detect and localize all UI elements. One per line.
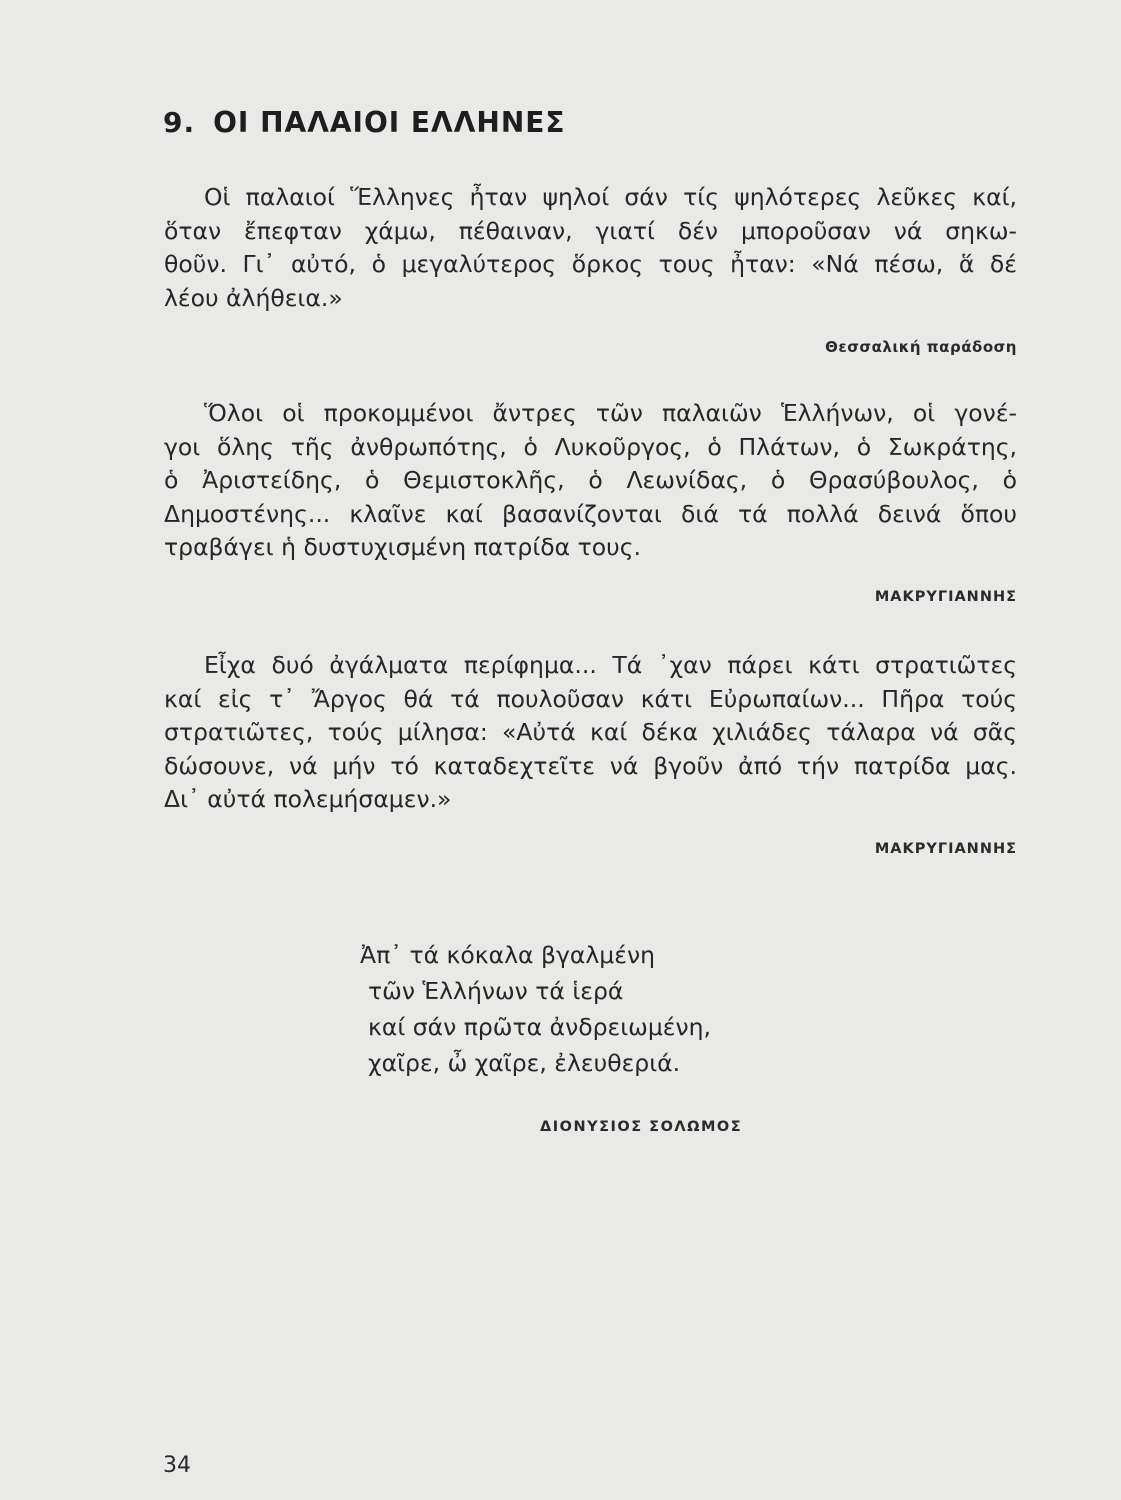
passage-makrygiannis-1 xyxy=(164,397,1017,565)
passage-makrygiannis-2 xyxy=(164,649,1017,817)
poem-source: ΔΙΟΝΥΣΙΟΣ ΣΟΛΩΜΟΣ xyxy=(540,1119,743,1135)
passage-thessalian-tradition xyxy=(164,181,1017,315)
passage-line: τραβάγει ἡ δυστυχισμένη πατρίδα τους. xyxy=(164,533,641,561)
passage-line: καί εἰς τ᾽ Ἄργος θά τά πουλοῦσαν κάτι Εὐρωπαίων... Πῆρα τούς xyxy=(164,684,1017,713)
passage-line: Δημοστένης... κλαῖνε καί βασανίζονται διά τά πολλά δεινά ὅπου xyxy=(164,499,1017,528)
page-number: 34 xyxy=(163,1453,191,1478)
poem-line: καί σάν πρῶτα ἀνδρειωμένη, xyxy=(368,1013,711,1041)
poem-line: Ἀπ᾽ τά κόκαλα βγαλμένη xyxy=(360,941,655,969)
poem-line: χαῖρε, ὦ χαῖρε, ἐλευθεριά. xyxy=(368,1049,681,1077)
passage-line: ὁ Ἀριστείδης, ὁ Θεμιστοκλῆς, ὁ Λεωνίδας, ὁ Θρασύβουλος, ὁ xyxy=(164,466,1017,494)
passage-line: Ὅλοι οἱ προκομμένοι ἄντρες τῶν παλαιῶν Ἑλλήνων, οἱ γονέ- xyxy=(204,399,1017,427)
chapter-title: ΟΙ ΠΑΛΑΙΟΙ ΕΛΛΗΝΕΣ xyxy=(213,106,566,139)
passage-source: ΜΑΚΡΥΓΙΑΝΝΗΣ xyxy=(874,841,1017,857)
passage-source: Θεσσαλική παράδοση xyxy=(825,338,1017,356)
passage-line: Οἱ παλαιοί Ἕλληνες ἦταν ψηλοί σάν τίς ψηλότερες λεῦκες καί, xyxy=(204,183,1017,211)
poem-line: τῶν Ἑλλήνων τά ἱερά xyxy=(368,977,624,1005)
passage-line: δώσουνε, νά μήν τό καταδεχτεῖτε νά βγοῦν ἀπό τήν πατρίδα μας. xyxy=(164,751,1017,780)
poem-stanza xyxy=(360,937,711,1081)
chapter-heading xyxy=(163,106,566,139)
passage-line: στρατιῶτες, τούς μίλησα: «Αὐτά καί δέκα χιλιάδες τάλαρα νά σᾶς xyxy=(164,718,1017,746)
passage-line: Εἶχα δυό ἀγάλματα περίφημα... Τά ᾽χαν πάρει κάτι στρατιῶτες xyxy=(204,651,1017,679)
passage-line: θοῦν. Γι᾽ αὐτό, ὁ μεγαλύτερος ὅρκος τους ἦταν: «Νά πέσω, ἅ δέ xyxy=(164,250,1017,278)
passage-line: λέου ἀλήθεια.» xyxy=(164,283,343,312)
passage-line: Δι᾽ αὐτά πολεμήσαμεν.» xyxy=(164,785,452,813)
chapter-number: 9. xyxy=(163,106,196,139)
passage-line: γοι ὅλης τῆς ἀνθρωπότης, ὁ Λυκοῦργος, ὁ Πλάτων, ὁ Σωκράτης, xyxy=(164,432,1017,461)
passage-line: ὅταν ἔπεφταν χάμω, πέθαιναν, γιατί δέν μποροῦσαν νά σηκω- xyxy=(164,216,1017,245)
passage-source: ΜΑΚΡΥΓΙΑΝΝΗΣ xyxy=(874,589,1017,605)
